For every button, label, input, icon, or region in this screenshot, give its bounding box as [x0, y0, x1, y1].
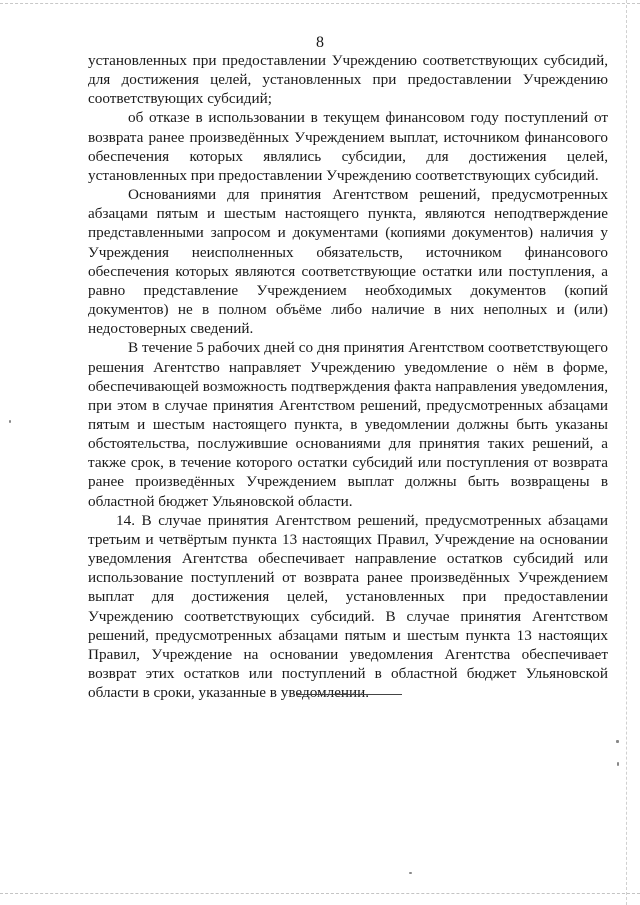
scan-edge-bottom	[0, 893, 640, 895]
paragraph-continued: установленных при предоставлении Учреждению соответствующих субсидий, для достижения целей, установленных при предоставлении Учреждению соответствующих субсидий;	[88, 52, 608, 108]
paragraph-item-14: 14. В случае принятия Агентством решений, предусмотренных абзацами третьим и четвёртым пункта 13 настоящих Правил, Учреждение на основании уведомления Агентства обеспечивает направление остатков субсидий или использование поступлений от возврата ранее произведённых Учреждением выплат для достижения целей, установленных при предоставлении Учреждению соответствующих субсидий. В случае принятия Агентством решений, предусмотренных абзацами пятым и шестым пункта 13 настоящих Правил, Учреждение на основании уведомления Агентства обеспечивает возврат этих остатков или поступлений в областной бюджет Ульяновской области в сроки, указанные в уведомлении.	[88, 511, 608, 702]
paragraph-notification: В течение 5 рабочих дней со дня принятия Агентством соответствующего решения Агентство направляет Учреждению уведомление о нём в форме, обеспечивающей возможность подтверждения факта направления уведомления, при этом в случае принятия Агентством решений, предусмотренных абзацами пятым и шестым настоящего пункта, в уведомлении должны быть указаны обстоятельства, послужившие основаниями для принятия таких решений, а также срок, в течение которого остатки субсидий или поступления от возврата ранее произведённых Учреждением выплат должны быть возвращены в областной бюджет Ульяновской области.	[88, 339, 608, 510]
scan-speck	[9, 420, 11, 423]
paragraph-grounds: Основаниями для принятия Агентством решений, предусмотренных абзацами пятым и шестым настоящего пункта, являются неподтверждение представленными запросом и документами (копиями документов) наличия у Учреждения неисполненных обязательств, источником финансового обеспечения которых являются соответствующие остатки или поступления, а равно представление Учреждением необходимых документов (копий документов) не в полном объёме либо наличие в них неполных и (или) недостоверных сведений.	[88, 186, 608, 338]
scan-speck	[616, 740, 619, 743]
end-divider-line	[296, 694, 402, 695]
scan-edge-right	[626, 0, 628, 905]
scan-speck	[617, 762, 619, 766]
scan-speck	[409, 872, 412, 874]
document-body	[88, 51, 608, 702]
scan-edge-top	[0, 3, 640, 5]
paragraph-refusal-clause: об отказе в использовании в текущем финансовом году поступлений от возврата ранее произведённых Учреждением выплат, источником финансового обеспечения которых являлись субсидии, для достижения целей, установленных при предоставлении Учреждению соответствующих субсидий.	[88, 109, 608, 184]
page-number: 8	[316, 34, 324, 51]
